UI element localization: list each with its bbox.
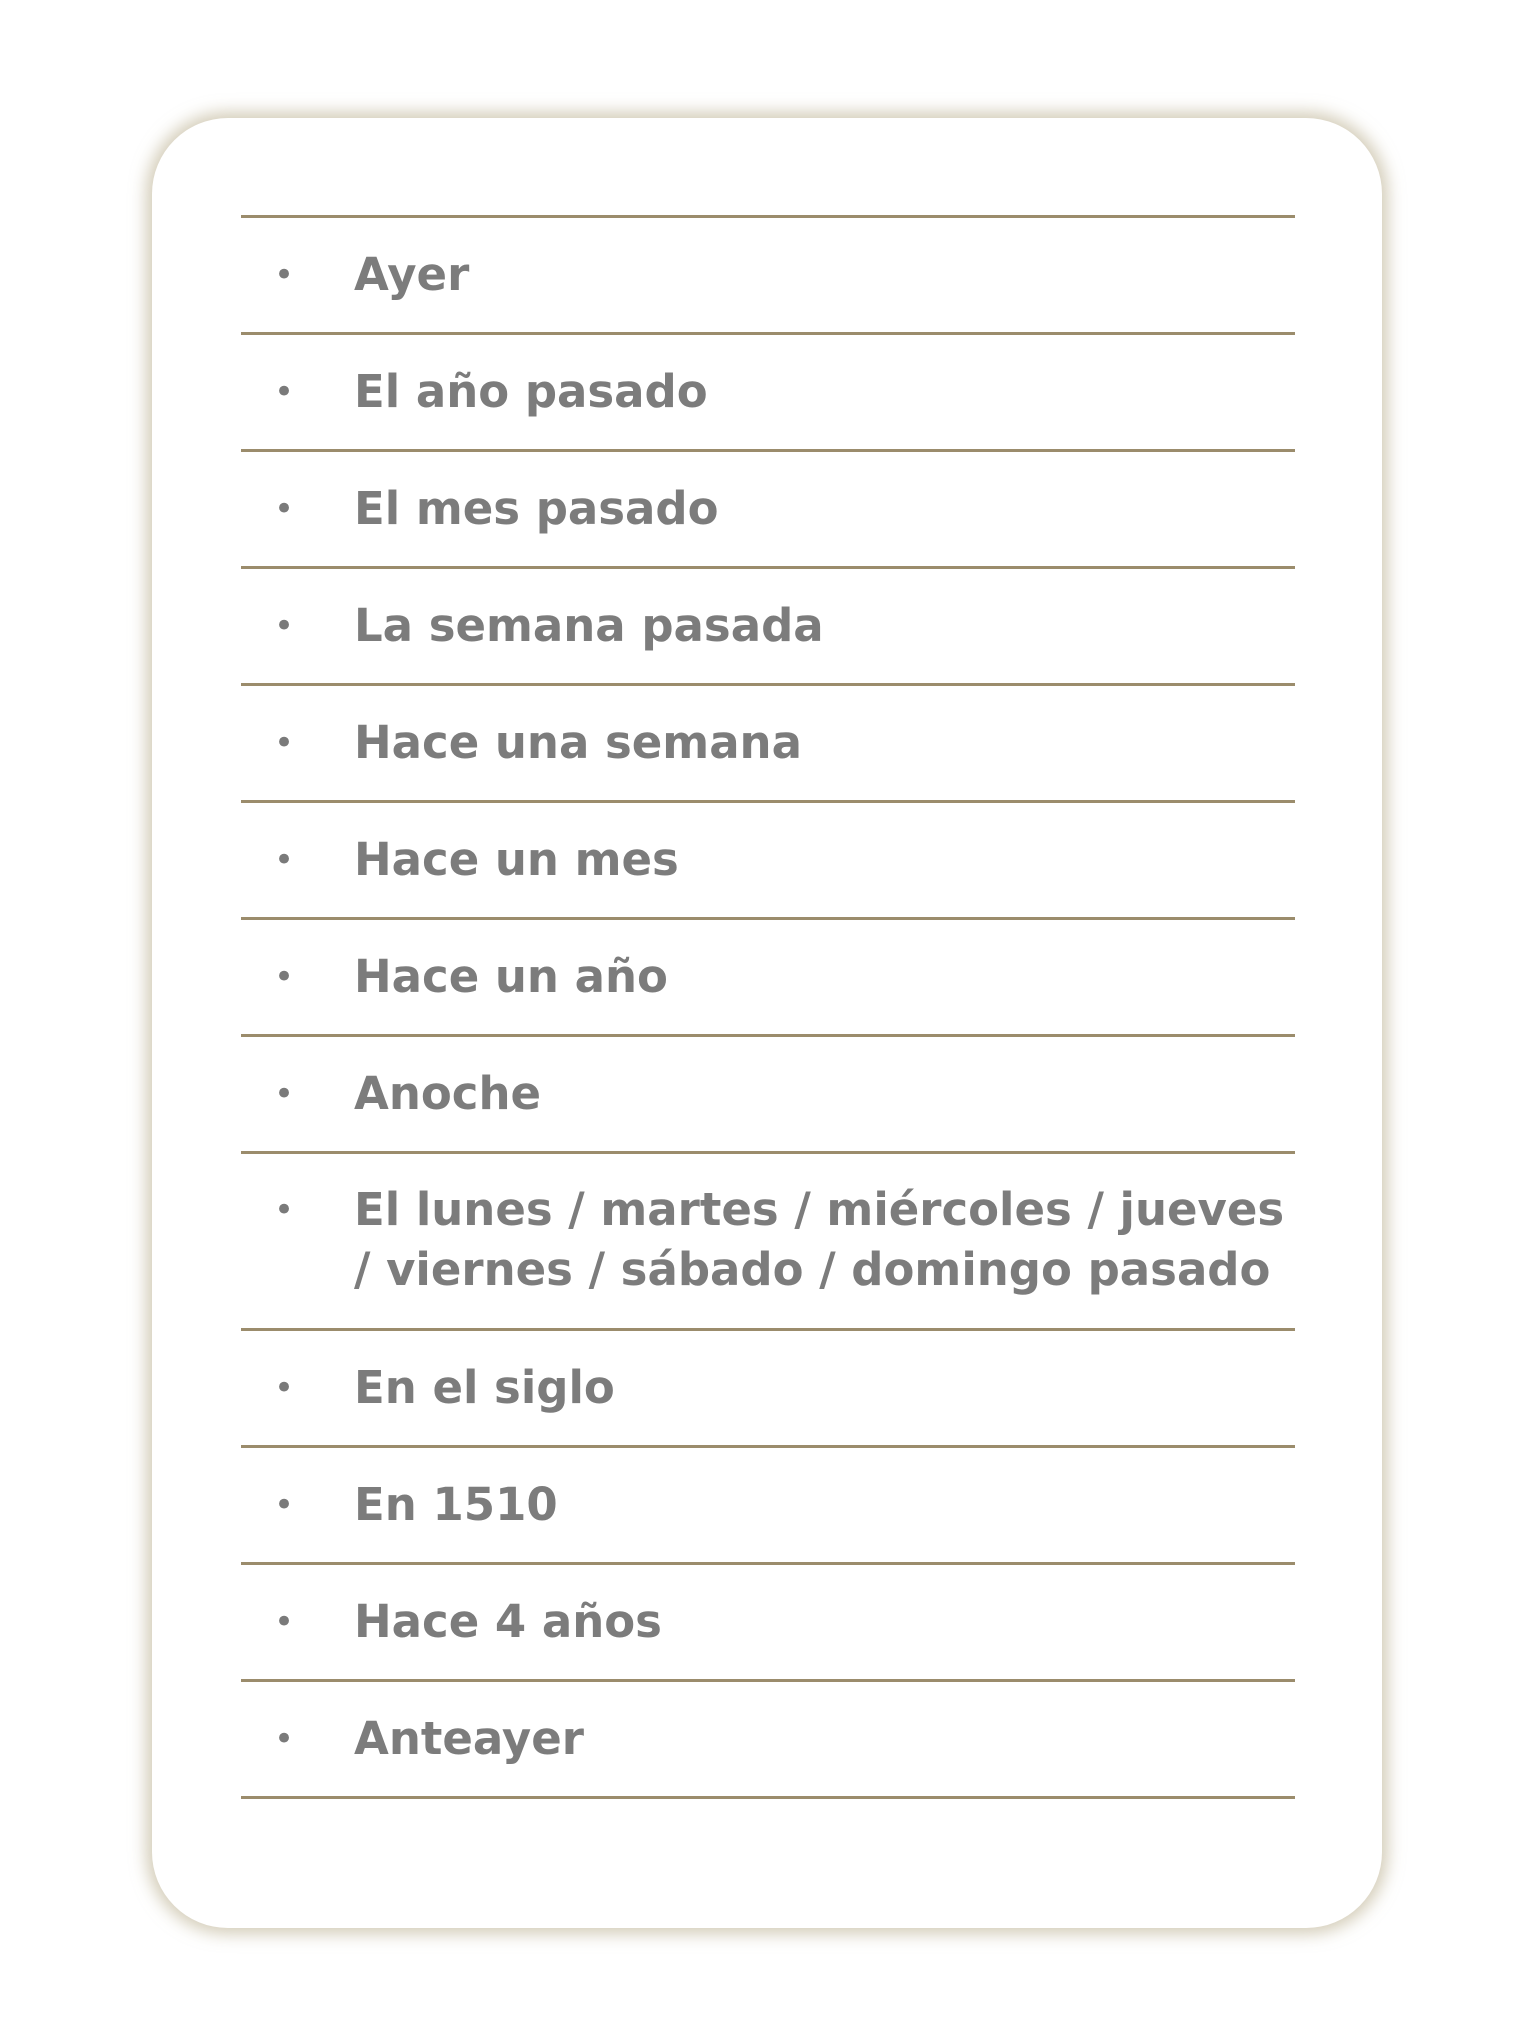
list-item-text: En 1510 xyxy=(354,1478,558,1531)
list-item-text-line-1: El lunes / martes / miércoles / jueves xyxy=(354,1183,1285,1236)
list-item xyxy=(241,686,1295,803)
list-item-text: Hace un año xyxy=(354,950,668,1003)
bullet: • xyxy=(274,1602,295,1642)
list-item xyxy=(241,1037,1295,1154)
list-item xyxy=(241,803,1295,920)
bullet: • xyxy=(274,1368,295,1408)
list-item-text-line-2: / viernes / sábado / domingo pasado xyxy=(354,1243,1271,1296)
bullet: • xyxy=(274,372,295,412)
list-item-text: La semana pasada xyxy=(354,599,824,652)
list-item xyxy=(241,1154,1295,1331)
list-item xyxy=(241,920,1295,1037)
list-item xyxy=(241,1682,1295,1799)
list-item-text: El mes pasado xyxy=(354,482,719,535)
bullet: • xyxy=(274,1190,295,1230)
list-item xyxy=(241,452,1295,569)
bullet: • xyxy=(274,840,295,880)
bullet: • xyxy=(274,606,295,646)
list-item xyxy=(241,1331,1295,1448)
list-item xyxy=(241,1565,1295,1682)
list-item xyxy=(241,218,1295,335)
bullet: • xyxy=(274,255,295,295)
list-item-text: Hace un mes xyxy=(354,833,679,886)
list-item xyxy=(241,569,1295,686)
list-item-text: El año pasado xyxy=(354,365,708,418)
bullet: • xyxy=(274,1719,295,1759)
list-item-text: Hace una semana xyxy=(354,716,802,769)
list-item-text: Hace 4 años xyxy=(354,1595,662,1648)
list-item-text: En el siglo xyxy=(354,1361,615,1414)
card xyxy=(152,118,1382,1928)
bullet: • xyxy=(274,1074,295,1114)
list-item xyxy=(241,335,1295,452)
bullet: • xyxy=(274,957,295,997)
bullet: • xyxy=(274,723,295,763)
list-item-text xyxy=(354,1180,1284,1300)
bullet: • xyxy=(274,489,295,529)
time-expressions-list xyxy=(241,215,1295,1799)
bullet: • xyxy=(274,1485,295,1525)
list-item-text: Ayer xyxy=(354,248,470,301)
list-item xyxy=(241,1448,1295,1565)
list-item-text: Anteayer xyxy=(354,1712,584,1765)
list-item-text: Anoche xyxy=(354,1067,542,1120)
